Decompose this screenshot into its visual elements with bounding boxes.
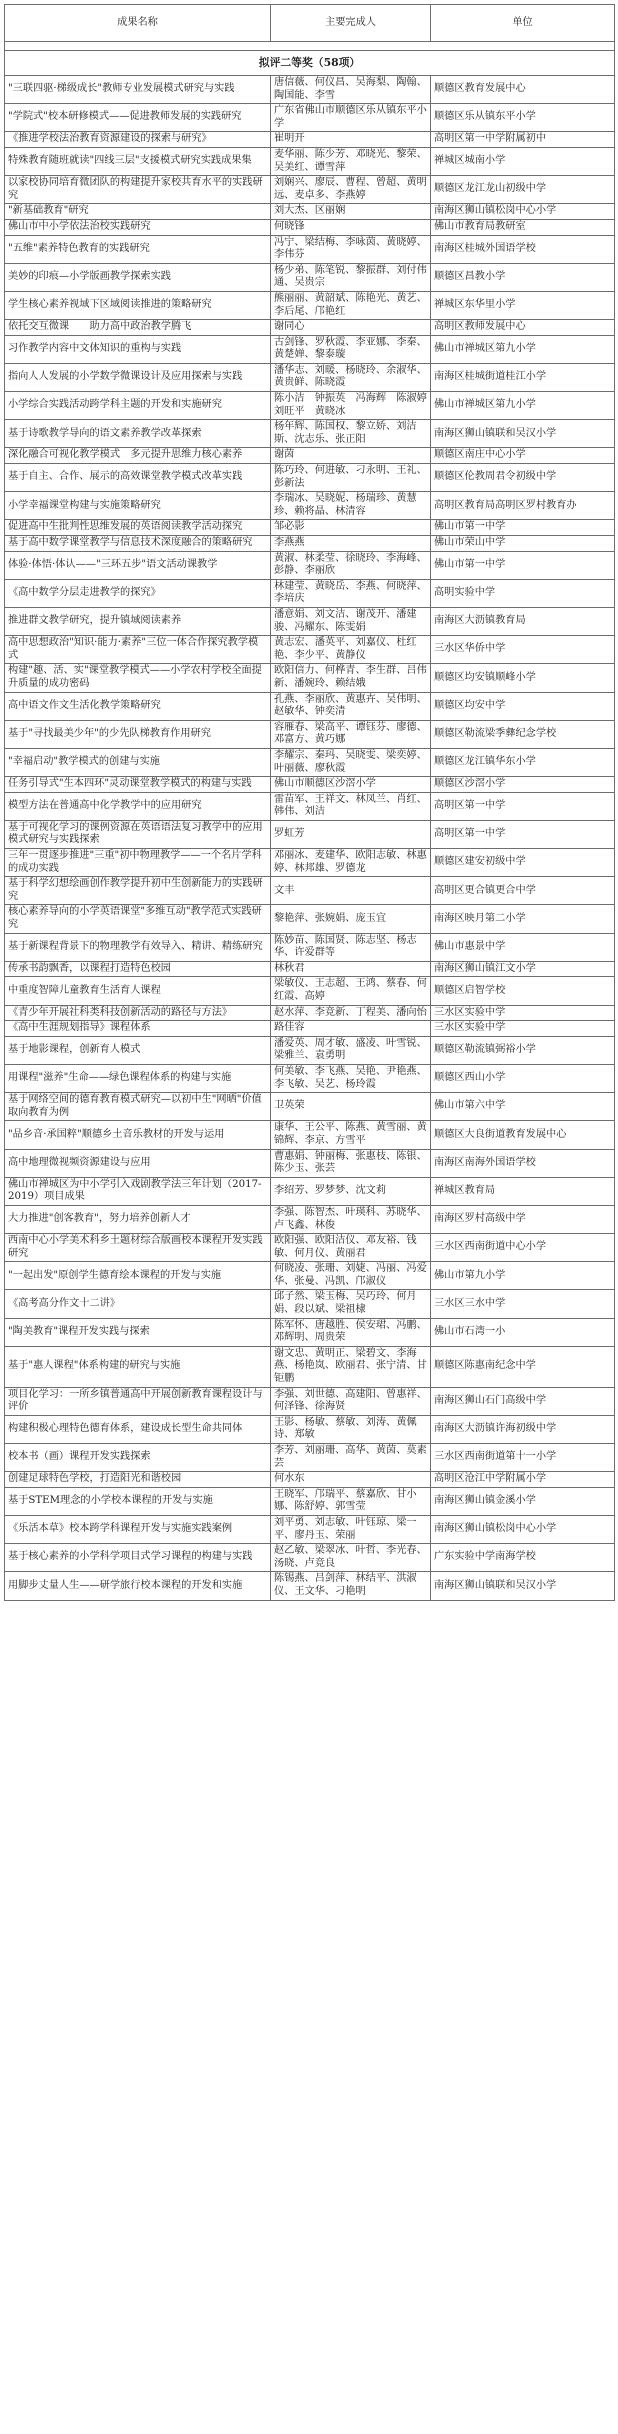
contributors-cell: 黎艳萍、张婉娟、庞玉宜 — [271, 905, 431, 933]
table-row — [5, 176, 615, 204]
achievement-name-cell: 推进群文教学研究，提升镇域阅读素养 — [5, 607, 271, 635]
section-title: 拟评二等奖（58项） — [5, 51, 615, 76]
achievement-name-cell: 基于科学幻想绘画创作教学提升初中生创新能力的实践研究 — [5, 877, 271, 905]
contributors-cell: 刘大杰、区丽娴 — [271, 204, 431, 220]
achievement-name-cell: 特殊教育随班就读"四线三层"支援模式研究实践成果集 — [5, 147, 271, 175]
achievement-name-cell: 习作教学内容中文体知识的重构与实践 — [5, 335, 271, 363]
contributors-cell: 潘爱英、周才敏、盛凌、叶雪锐、梁雅兰、袁勇明 — [271, 1036, 431, 1064]
achievement-name-cell: 传承书韵飘香，以课程打造特色校园 — [5, 961, 271, 977]
table-row — [5, 420, 615, 448]
table-body — [5, 42, 615, 1601]
table-row — [5, 1444, 615, 1472]
contributors-cell: 梁敏仪、王志超、王鸿、蔡春、何红霞、高婷 — [271, 977, 431, 1005]
table-row — [5, 392, 615, 420]
contributors-cell: 欧阳强、欧阳洁仪、邓友裕、钱敏、何月仪、黄丽君 — [271, 1234, 431, 1262]
contributors-cell: 谢茵 — [271, 448, 431, 464]
unit-cell: 顺德区勒流梁季彝纪念学校 — [431, 720, 615, 748]
unit-cell: 高明区第一中学 — [431, 820, 615, 848]
unit-cell: 顺德区勒流镇弼裕小学 — [431, 1036, 615, 1064]
contributors-cell: 冯宁、梁结梅、李咏茵、黄晓婷、李伟芬 — [271, 235, 431, 263]
achievement-name-cell: 基于诗歌教学导向的语文素养教学改革探索 — [5, 420, 271, 448]
achievement-name-cell: 高中思想政治"知识·能力·素养"三位一体合作探究教学模式 — [5, 636, 271, 664]
table-row — [5, 132, 615, 148]
unit-cell: 顺德区均安镇顺峰小学 — [431, 664, 615, 692]
unit-cell: 高明实验中学 — [431, 579, 615, 607]
unit-cell: 佛山市惠景中学 — [431, 933, 615, 961]
unit-cell: 佛山市第九小学 — [431, 1262, 615, 1290]
contributors-cell: 黄志宏、潘英平、刘嘉仪、杜红艳、李少平、黄静仪 — [271, 636, 431, 664]
achievement-name-cell: 佛山市中小学依法治校实践研究 — [5, 219, 271, 235]
table-row — [5, 1149, 615, 1177]
contributors-cell: 唐信薇、何仪昌、吴海梨、陶翰、陶国能、李雪 — [271, 76, 431, 104]
table-row — [5, 1036, 615, 1064]
achievement-name-cell: 构建"趣、活、实"课堂教学模式——小学农村学校全面提升质量的成功密码 — [5, 664, 271, 692]
achievement-name-cell: 基于STEM理念的小学校本课程的开发与实施 — [5, 1487, 271, 1515]
table-row — [5, 820, 615, 848]
achievement-name-cell: 《推进学校法治教育资源建设的探索与研究》 — [5, 132, 271, 148]
contributors-cell: 何晓凌、张珊、刘婕、冯丽、冯爱华、张曼、冯凯、邝淑仪 — [271, 1262, 431, 1290]
unit-cell: 三水区西南街道第十一小学 — [431, 1444, 615, 1472]
contributors-cell: 邹必影 — [271, 520, 431, 536]
contributors-cell: 康华、王公平、陈燕、黄雪丽、黄锦辉、李京、方雪平 — [271, 1121, 431, 1149]
table-row — [5, 977, 615, 1005]
achievement-name-cell: "品乡音·承国粹"顺德乡土音乐教材的开发与运用 — [5, 1121, 271, 1149]
contributors-cell: 李强、陈智杰、叶瑛科、苏晓华、卢飞鑫、林俊 — [271, 1205, 431, 1233]
achievement-name-cell: 佛山市禅城区为中小学引入戏剧教学法三年计划（2017-2019）项目成果 — [5, 1177, 271, 1205]
contributors-cell: 李强、刘世德、高建阳、曾惠祥、何泽锋、徐海贤 — [271, 1387, 431, 1415]
achievement-name-cell: 任务引导式"生本四环"灵动课堂教学模式的构建与实践 — [5, 777, 271, 793]
unit-cell: 高明区教师发展中心 — [431, 320, 615, 336]
contributors-cell: 广东省佛山市顺德区乐从镇东平小学 — [271, 104, 431, 132]
unit-cell: 顺德区龙江龙山初级中学 — [431, 176, 615, 204]
header-unit: 单位 — [431, 5, 615, 42]
unit-cell: 三水区西南街道中心小学 — [431, 1234, 615, 1262]
achievement-name-cell: 基于"惠人课程"体系构建的研究与实施 — [5, 1346, 271, 1387]
unit-cell: 高明区第一中学附属初中 — [431, 132, 615, 148]
achievement-name-cell: 三年一贯逐步推进"三重"初中物理教学——一个名片学科的成功实践 — [5, 849, 271, 877]
contributors-cell: 潘华志、刘暖、杨晓玲、余淑华、黄贵鲜、陈晓霞 — [271, 363, 431, 391]
unit-cell: 南海区狮山镇松岗中心小学 — [431, 1515, 615, 1543]
table-row — [5, 219, 615, 235]
contributors-cell: 谢文忠、黄明正、梁碧文、李海燕、杨艳岚、欧丽君、张宁清、甘钜鹏 — [271, 1346, 431, 1387]
contributors-cell: 何水东 — [271, 1472, 431, 1488]
contributors-cell: 路佳容 — [271, 1021, 431, 1037]
unit-cell: 三水区实验中学 — [431, 1005, 615, 1021]
unit-cell: 南海区大沥镇许海初级中学 — [431, 1415, 615, 1443]
table-row — [5, 664, 615, 692]
unit-cell: 顺德区伦教周君令初级中学 — [431, 464, 615, 492]
table-row — [5, 1346, 615, 1387]
unit-cell: 顺德区建安初级中学 — [431, 849, 615, 877]
contributors-cell: 曹惠娟、钟丽梅、张惠枝、陈银、陈少玉、张芸 — [271, 1149, 431, 1177]
achievement-name-cell: 深化融合可视化教学模式 多元提升思维力核心素养 — [5, 448, 271, 464]
unit-cell: 南海区狮山镇江文小学 — [431, 961, 615, 977]
header-row — [5, 5, 615, 42]
unit-cell: 南海区狮山镇金溪小学 — [431, 1487, 615, 1515]
table-row — [5, 1262, 615, 1290]
achievement-name-cell: 基于可视化学习的课例资源在英语语法复习教学中的应用模式研究与实践探索 — [5, 820, 271, 848]
achievement-name-cell: 高中地理微视频资源建设与应用 — [5, 1149, 271, 1177]
achievement-name-cell: 高中语文作文生活化教学策略研究 — [5, 692, 271, 720]
achievement-name-cell: 《高中数学分层走进教学的探究》 — [5, 579, 271, 607]
achievement-name-cell: 小学综合实践活动跨学科主题的开发和实施研究 — [5, 392, 271, 420]
achievement-name-cell: 以家校协同培育微团队的构建提升家校共育水平的实践研究 — [5, 176, 271, 204]
contributors-cell: 李绍芳、罗梦梦、沈文莉 — [271, 1177, 431, 1205]
achievement-name-cell: 基于网络空间的德育教育模式研究—以初中生"网晒"价值取向教育为例 — [5, 1093, 271, 1121]
achievement-name-cell: "五维"素养特色教育的实践研究 — [5, 235, 271, 263]
table-row — [5, 1572, 615, 1600]
achievement-name-cell: 构建积极心理特色德育体系，建设成长型生命共同体 — [5, 1415, 271, 1443]
table-row — [5, 1544, 615, 1572]
achievement-name-cell: "幸福启动"教学模式的创建与实施 — [5, 748, 271, 776]
contributors-cell: 罗虹芳 — [271, 820, 431, 848]
achievement-name-cell: "陶美教育"课程开发实践与探索 — [5, 1318, 271, 1346]
unit-cell: 顺德区昌教小学 — [431, 263, 615, 291]
achievement-name-cell: 依托交互微课 助力高中政治教学腾飞 — [5, 320, 271, 336]
contributors-cell: 陈小洁 钟振英 冯海辉 陈淑婷 刘旺平 黄晓冰 — [271, 392, 431, 420]
contributors-cell: 邱子然、梁玉梅、吴巧玲、何月娟、段以斌、梁祖棣 — [271, 1290, 431, 1318]
unit-cell: 高明区第一中学 — [431, 792, 615, 820]
contributors-cell: 刘平勇、刘志敏、叶钰琼、梁一平、廖丹玉、荣丽 — [271, 1515, 431, 1543]
unit-cell: 禅城区教育局 — [431, 1177, 615, 1205]
table-row — [5, 1290, 615, 1318]
unit-cell: 高明区教育局高明区罗村教育办 — [431, 492, 615, 520]
header-achievement-name: 成果名称 — [5, 5, 271, 42]
unit-cell: 佛山市禅城区第九小学 — [431, 335, 615, 363]
unit-cell: 顺德区均安中学 — [431, 692, 615, 720]
contributors-cell: 林秋君 — [271, 961, 431, 977]
table-row — [5, 363, 615, 391]
section-row — [5, 51, 615, 76]
contributors-cell: 林建莹、黄晓岳、李燕、何晓萍、李培庆 — [271, 579, 431, 607]
table-row — [5, 849, 615, 877]
contributors-cell: 佛山市顺德区沙滘小学 — [271, 777, 431, 793]
table-row — [5, 636, 615, 664]
achievement-name-cell: 《高中生涯规划指导》课程体系 — [5, 1021, 271, 1037]
achievement-name-cell: 西南中心小学美术科乡土题材综合版画校本课程开发实践研究 — [5, 1234, 271, 1262]
contributors-cell: 谢同心 — [271, 320, 431, 336]
unit-cell: 南海区罗村高级中学 — [431, 1205, 615, 1233]
table-row — [5, 1472, 615, 1488]
contributors-cell: 崔明开 — [271, 132, 431, 148]
unit-cell: 顺德区沙滘小学 — [431, 777, 615, 793]
achievement-name-cell: "一起出发"原创学生德育绘本课程的开发与实施 — [5, 1262, 271, 1290]
contributors-cell: 杨年辉、陈国权、黎立娇、刘洁斯、沈志乐、张正阳 — [271, 420, 431, 448]
unit-cell: 三水区华侨中学 — [431, 636, 615, 664]
table-row — [5, 1205, 615, 1233]
table-row — [5, 720, 615, 748]
table-row — [5, 877, 615, 905]
contributors-cell: 孔燕、李丽欣、黄惠卉、吴伟明、赵敏华、钟奕清 — [271, 692, 431, 720]
table-row — [5, 1021, 615, 1037]
table-row — [5, 492, 615, 520]
table-row — [5, 104, 615, 132]
contributors-cell: 刘娴兴、廖辰、曹程、曾超、黄明远、麦卓多、李燕婷 — [271, 176, 431, 204]
table-row — [5, 448, 615, 464]
unit-cell: 高明区更合镇更合中学 — [431, 877, 615, 905]
achievement-name-cell: 基于新课程背景下的物理教学有效导入、精讲、精练研究 — [5, 933, 271, 961]
unit-cell: 顺德区大良街道教育发展中心 — [431, 1121, 615, 1149]
unit-cell: 顺德区乐从镇东平小学 — [431, 104, 615, 132]
achievement-name-cell: "学院式"校本研修模式——促进教师发展的实践研究 — [5, 104, 271, 132]
unit-cell: 顺德区启智学校 — [431, 977, 615, 1005]
unit-cell: 南海区狮山镇松岗中心小学 — [431, 204, 615, 220]
achievement-name-cell: 基于核心素养的小学科学项目式学习课程的构建与实践 — [5, 1544, 271, 1572]
table-row — [5, 536, 615, 552]
unit-cell: 南海区映月第二小学 — [431, 905, 615, 933]
table-row — [5, 777, 615, 793]
contributors-cell: 欧阳信力、何桦青、李生群、吕伟新、潘婉玲、赖结娥 — [271, 664, 431, 692]
table-row — [5, 961, 615, 977]
table-row — [5, 147, 615, 175]
unit-cell: 佛山市教育局教研室 — [431, 219, 615, 235]
contributors-cell: 熊丽丽、黄韶斌、陈艳光、黄艺、李后尾、邝艳红 — [271, 291, 431, 319]
unit-cell: 佛山市第一中学 — [431, 520, 615, 536]
table-row — [5, 1177, 615, 1205]
unit-cell: 高明区沧江中学附属小学 — [431, 1472, 615, 1488]
unit-cell: 三水区三水中学 — [431, 1290, 615, 1318]
contributors-cell: 赵水萍、李竞新、丁程美、潘向怡 — [271, 1005, 431, 1021]
table-row — [5, 1515, 615, 1543]
unit-cell: 禅城区东华里小学 — [431, 291, 615, 319]
unit-cell: 三水区实验中学 — [431, 1021, 615, 1037]
table-row — [5, 792, 615, 820]
contributors-cell: 黄淑、林柔莹、徐晓玲、李海峰、彭静、李丽欣 — [271, 551, 431, 579]
table-row — [5, 1005, 615, 1021]
table-row — [5, 235, 615, 263]
table-row — [5, 335, 615, 363]
unit-cell: 南海区狮山镇联和吴汉小学 — [431, 1572, 615, 1600]
unit-cell: 佛山市禅城区第九小学 — [431, 392, 615, 420]
achievement-name-cell: 基于自主、合作、展示的高效课堂教学模式改革实践 — [5, 464, 271, 492]
achievement-name-cell: 基于高中数学课堂教学与信息技术深度融合的策略研究 — [5, 536, 271, 552]
contributors-cell: 文丰 — [271, 877, 431, 905]
contributors-cell: 李瑞冰、吴晓妮、杨瑞珍、黄慧珍、赖将晶、林清容 — [271, 492, 431, 520]
unit-cell: 南海区桂城街道桂江小学 — [431, 363, 615, 391]
contributors-cell: 陈军怀、唐越胜、侯安珺、冯鹏、邓辉明、周贵荣 — [271, 1318, 431, 1346]
achievement-name-cell: 促进高中生批判性思维发展的英语阅读教学活动探究 — [5, 520, 271, 536]
unit-cell: 南海区南海外国语学校 — [431, 1149, 615, 1177]
table-row — [5, 204, 615, 220]
achievement-name-cell: 项目化学习：一所乡镇普通高中开展创新教育课程设计与评价 — [5, 1387, 271, 1415]
contributors-cell: 陈锡燕、吕剑萍、林结平、洪淑仪、王文华、刁艳明 — [271, 1572, 431, 1600]
contributors-cell: 李燕燕 — [271, 536, 431, 552]
table-row — [5, 1415, 615, 1443]
unit-cell: 顺德区西山小学 — [431, 1064, 615, 1092]
unit-cell: 南海区大沥镇教育局 — [431, 607, 615, 635]
unit-cell: 南海区狮山镇联和吴汉小学 — [431, 420, 615, 448]
unit-cell: 顺德区南庄中心小学 — [431, 448, 615, 464]
achievement-name-cell: 小学幸福课堂构建与实施策略研究 — [5, 492, 271, 520]
contributors-cell: 何晓锋 — [271, 219, 431, 235]
table-row — [5, 579, 615, 607]
unit-cell: 南海区狮山石门高级中学 — [431, 1387, 615, 1415]
achievement-name-cell: 模型方法在普通高中化学教学中的应用研究 — [5, 792, 271, 820]
award-list-table — [4, 4, 615, 1601]
contributors-cell: 麦华丽、陈少芳、邓晓光、黎荣、吴美红、谭雪萍 — [271, 147, 431, 175]
table-row — [5, 1234, 615, 1262]
achievement-name-cell: 《乐活本草》校本跨学科课程开发与实施实践案例 — [5, 1515, 271, 1543]
achievement-name-cell: 校本书（画）课程开发实践探索 — [5, 1444, 271, 1472]
achievement-name-cell: 《青少年开展社科类科技创新活动的路径与方法》 — [5, 1005, 271, 1021]
achievement-name-cell: 用脚步丈量人生——研学旅行校本课程的开发和实施 — [5, 1572, 271, 1600]
achievement-name-cell: 体验·体悟·体认——"三环五步"语文活动课教学 — [5, 551, 271, 579]
header-main-contributors: 主要完成人 — [271, 5, 431, 42]
achievement-name-cell: "新基础教育"研究 — [5, 204, 271, 220]
unit-cell: 顺德区教育发展中心 — [431, 76, 615, 104]
unit-cell: 佛山市荣山中学 — [431, 536, 615, 552]
contributors-cell: 卫英荣 — [271, 1093, 431, 1121]
contributors-cell: 何美敏、李飞燕、吴艳、尹艳燕、李飞敏、吴艺、杨玲霞 — [271, 1064, 431, 1092]
contributors-cell: 杨少弟、陈笔锐、黎振群、刘付伟通、吴贵宗 — [271, 263, 431, 291]
contributors-cell: 李芳、刘丽珊、高华、黄茵、莫素芸 — [271, 1444, 431, 1472]
achievement-name-cell: 核心素养导向的小学英语课堂"多维互动"教学范式实践研究 — [5, 905, 271, 933]
table-row — [5, 76, 615, 104]
contributors-cell: 容雁春、梁高平、谭钰芬、廖德、邓富方、黄巧娜 — [271, 720, 431, 748]
unit-cell: 佛山市第六中学 — [431, 1093, 615, 1121]
table-row — [5, 1093, 615, 1121]
spacer-cell — [5, 42, 615, 51]
achievement-name-cell: 创建足球特色学校，打造阳光和谐校园 — [5, 1472, 271, 1488]
achievement-name-cell: 中重度智障儿童教育生活育人课程 — [5, 977, 271, 1005]
table-row — [5, 748, 615, 776]
table-row — [5, 1387, 615, 1415]
contributors-cell: 雷苗军、王祥文、林凤兰、肖红、韩伟、刘洁 — [271, 792, 431, 820]
achievement-name-cell: "三联四驱·梯级成长"教师专业发展模式研究与实践 — [5, 76, 271, 104]
contributors-cell: 陈巧玲、何进敏、刁永明、王礼、彭新法 — [271, 464, 431, 492]
unit-cell: 顺德区陈惠南纪念中学 — [431, 1346, 615, 1387]
table-row — [5, 263, 615, 291]
unit-cell: 广东实验中学南海学校 — [431, 1544, 615, 1572]
table-row — [5, 464, 615, 492]
table-row — [5, 692, 615, 720]
table-row — [5, 1318, 615, 1346]
achievement-name-cell: 用课程"滋养"生命——绿色课程体系的构建与实施 — [5, 1064, 271, 1092]
spacer-row — [5, 42, 615, 51]
achievement-name-cell: 基于地影课程，创新育人模式 — [5, 1036, 271, 1064]
contributors-cell: 王影、杨敏、蔡敏、刘涛、黄佩诗、郑敏 — [271, 1415, 431, 1443]
table-row — [5, 291, 615, 319]
contributors-cell: 赵乙敏、梁翠冰、叶哲、李光春、汤晓、卢竞良 — [271, 1544, 431, 1572]
contributors-cell: 潘意娟、刘文洁、谢茂开、潘建骏、冯耀东、陈雯娟 — [271, 607, 431, 635]
table-row — [5, 1121, 615, 1149]
table-row — [5, 1487, 615, 1515]
achievement-name-cell: 大力推进"创客教育"，努力培养创新人才 — [5, 1205, 271, 1233]
table-row — [5, 1064, 615, 1092]
achievement-name-cell: 指向人人发展的小学数学微课设计及应用探索与实践 — [5, 363, 271, 391]
contributors-cell: 邓丽冰、麦建华、欧阳志敏、林惠婷、林邦雄、罗德龙 — [271, 849, 431, 877]
unit-cell: 佛山市第一中学 — [431, 551, 615, 579]
table-row — [5, 607, 615, 635]
contributors-cell: 陈妙苗、陈国贤、陈志坚、杨志华、许爱群等 — [271, 933, 431, 961]
table-row — [5, 905, 615, 933]
table-row — [5, 551, 615, 579]
achievement-name-cell: 《高考高分作文十二讲》 — [5, 1290, 271, 1318]
contributors-cell: 王晓军、邝瑞平、蔡嘉欣、甘小娜、陈舒婷、郭雪莹 — [271, 1487, 431, 1515]
unit-cell: 顺德区龙江镇华东小学 — [431, 748, 615, 776]
table-row — [5, 320, 615, 336]
unit-cell: 禅城区城南小学 — [431, 147, 615, 175]
unit-cell: 南海区桂城外国语学校 — [431, 235, 615, 263]
achievement-name-cell: 学生核心素养视域下区域阅读推进的策略研究 — [5, 291, 271, 319]
unit-cell: 佛山市石湾一小 — [431, 1318, 615, 1346]
table-row — [5, 933, 615, 961]
contributors-cell: 李耀宗、秦玛、吴晓雯、梁奕婷、叶丽薇、廖秋霞 — [271, 748, 431, 776]
contributors-cell: 古剑锋、罗秋霞、李亚娜、李秦、黄楚婵、黎泰璇 — [271, 335, 431, 363]
table-row — [5, 520, 615, 536]
achievement-name-cell: 基于"寻找最美少年"的少先队梯教育作用研究 — [5, 720, 271, 748]
achievement-name-cell: 美妙的印痕—小学版画教学探索实践 — [5, 263, 271, 291]
